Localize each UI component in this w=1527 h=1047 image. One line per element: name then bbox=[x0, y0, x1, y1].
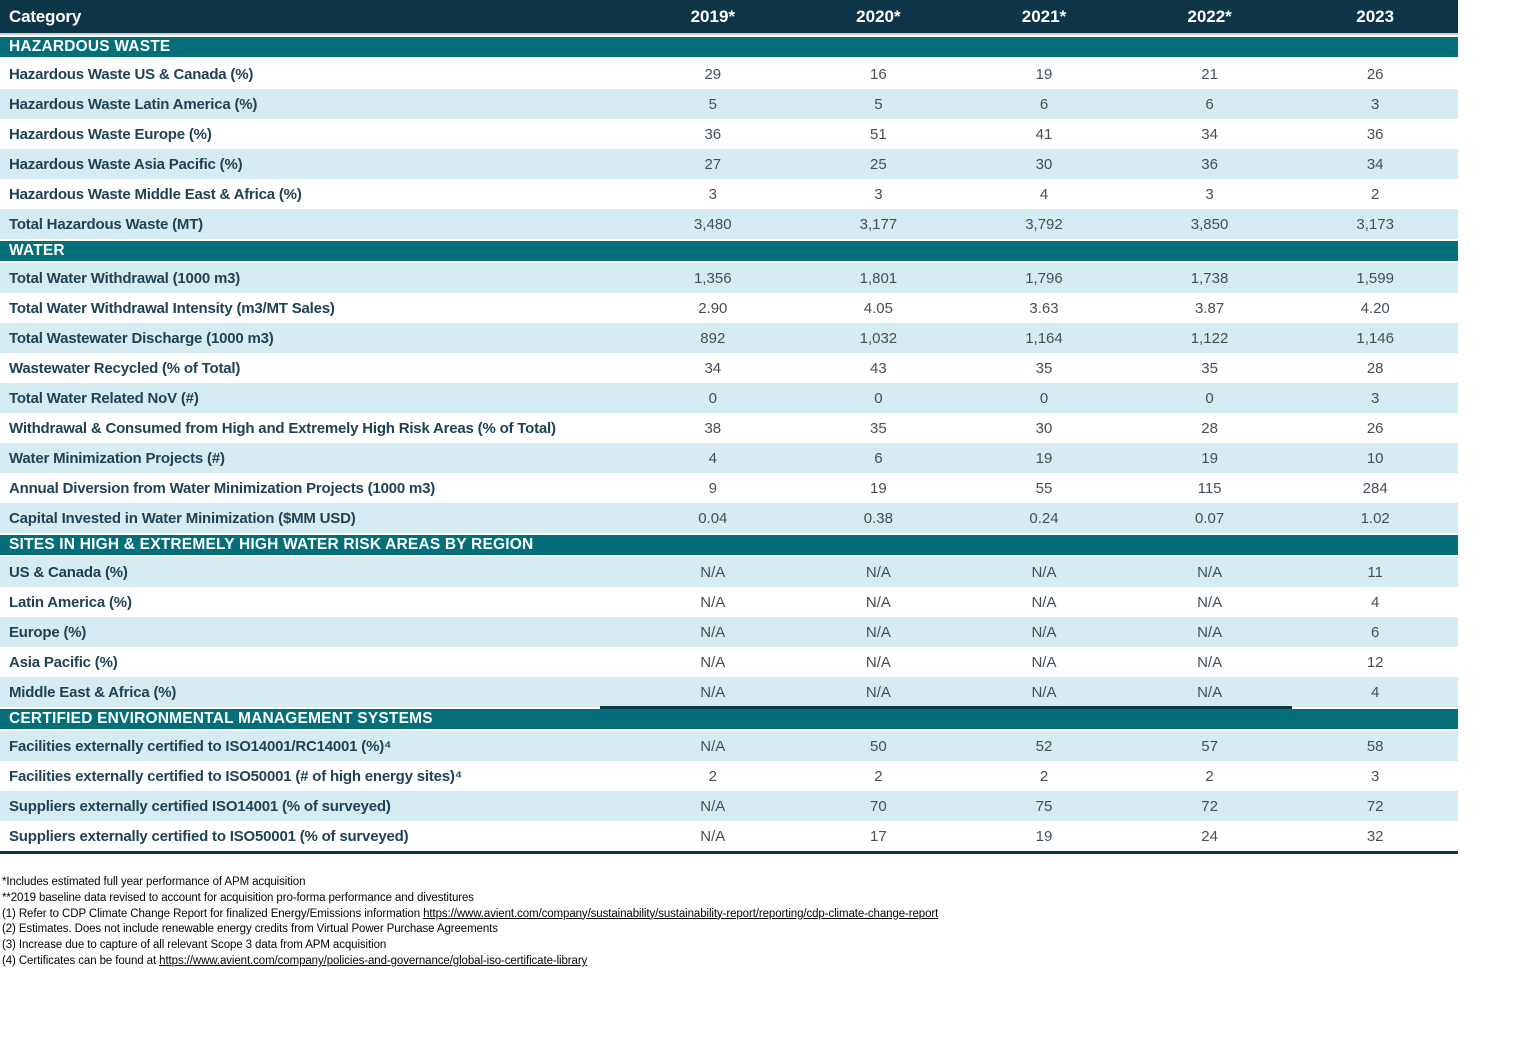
cell-value: N/A bbox=[1031, 593, 1057, 611]
row-label: Annual Diversion from Water Minimization Projects (1000 m3) bbox=[9, 479, 436, 497]
row-label: Total Water Related NoV (#) bbox=[9, 389, 199, 407]
cell-value: 35 bbox=[1035, 359, 1053, 377]
row-label: Hazardous Waste Latin America (%) bbox=[9, 95, 258, 113]
table-row bbox=[0, 677, 1458, 707]
cell-value: N/A bbox=[1197, 653, 1223, 671]
row-label: Hazardous Waste US & Canada (%) bbox=[9, 65, 254, 83]
table-row bbox=[0, 821, 1458, 851]
cell-value: N/A bbox=[1031, 563, 1057, 581]
cell-value: 3 bbox=[708, 185, 717, 203]
cell-value: 19 bbox=[1201, 449, 1218, 467]
row-label: Withdrawal & Consumed from High and Extremely High Risk Areas (% of Total) bbox=[9, 419, 556, 437]
cell-value: 57 bbox=[1201, 737, 1218, 755]
table-row bbox=[0, 293, 1458, 323]
row-label: Total Water Withdrawal Intensity (m3/MT Sales) bbox=[9, 299, 335, 317]
cell-value: 75 bbox=[1035, 797, 1053, 815]
row-label: US & Canada (%) bbox=[9, 563, 128, 581]
footnote-line bbox=[2, 954, 1527, 970]
cell-value: 4 bbox=[1371, 683, 1380, 701]
table-row bbox=[0, 119, 1458, 149]
cell-value: 6 bbox=[1205, 95, 1214, 113]
cell-value: N/A bbox=[700, 797, 726, 815]
table-body bbox=[0, 37, 1458, 851]
cell-value: 3 bbox=[874, 185, 883, 203]
cell-value: N/A bbox=[700, 683, 726, 701]
cell-value: 30 bbox=[1035, 155, 1053, 173]
cell-value: N/A bbox=[1197, 683, 1223, 701]
table-row bbox=[0, 413, 1458, 443]
cell-value: 3,177 bbox=[859, 215, 898, 233]
cell-value: N/A bbox=[700, 623, 726, 641]
footnote-text: *Includes estimated full year performance of APM acquisition bbox=[2, 876, 306, 888]
row-label: Facilities externally certified to ISO50001 (# of high energy sites)⁴ bbox=[9, 767, 462, 785]
cell-value: 58 bbox=[1366, 737, 1384, 755]
footnote-text: (3) Increase due to capture of all relevant Scope 3 data from APM acquisition bbox=[2, 939, 387, 952]
table-row bbox=[0, 443, 1458, 473]
row-label: Europe (%) bbox=[9, 623, 87, 641]
cell-value: N/A bbox=[700, 593, 726, 611]
cell-value: 0.07 bbox=[1194, 509, 1225, 527]
cell-value: 21 bbox=[1201, 65, 1218, 83]
cell-value: 50 bbox=[870, 737, 887, 755]
table-row bbox=[0, 791, 1458, 821]
row-label: Hazardous Waste Europe (%) bbox=[9, 125, 212, 143]
cell-value: 4 bbox=[1371, 593, 1380, 611]
cell-value: N/A bbox=[1197, 593, 1223, 611]
cell-value: 72 bbox=[1201, 797, 1218, 815]
row-label: Suppliers externally certified ISO14001 (% of surveyed) bbox=[9, 797, 391, 815]
cell-value: 51 bbox=[870, 125, 887, 143]
cell-value: 3,173 bbox=[1356, 215, 1394, 233]
column-header-2023: 2023 bbox=[1356, 6, 1395, 26]
cell-value: 3 bbox=[1371, 95, 1380, 113]
row-label: Hazardous Waste Asia Pacific (%) bbox=[9, 155, 243, 173]
cell-value: 4 bbox=[708, 449, 717, 467]
section-header: HAZARDOUS WASTE bbox=[0, 37, 1458, 57]
cell-value: 115 bbox=[1197, 479, 1222, 497]
cell-value: N/A bbox=[865, 683, 891, 701]
footnote-line bbox=[2, 891, 1527, 907]
cell-value: 6 bbox=[1371, 623, 1380, 641]
cell-value: 38 bbox=[704, 419, 722, 437]
cell-value: 36 bbox=[1366, 125, 1384, 143]
cell-value: 6 bbox=[1039, 95, 1049, 113]
cell-value: 0 bbox=[708, 389, 717, 407]
row-label: Middle East & Africa (%) bbox=[9, 683, 177, 701]
partial-row-border bbox=[600, 706, 1292, 709]
row-label: Hazardous Waste Middle East & Africa (%) bbox=[9, 185, 302, 203]
footnote-line bbox=[2, 922, 1527, 938]
cell-value: 16 bbox=[870, 65, 887, 83]
cell-value: 27 bbox=[704, 155, 722, 173]
table-row bbox=[0, 617, 1458, 647]
cell-value: N/A bbox=[1031, 623, 1057, 641]
table-bottom-border bbox=[0, 851, 1458, 854]
footnote-link[interactable]: https://www.avient.com/company/policies-and-governance/global-iso-certificate-library bbox=[159, 954, 588, 967]
footnotes bbox=[2, 875, 1527, 970]
table-row bbox=[0, 209, 1458, 239]
cell-value: N/A bbox=[700, 827, 726, 845]
footnote-line bbox=[2, 938, 1527, 954]
table-row bbox=[0, 179, 1458, 209]
cell-value: 3,792 bbox=[1025, 215, 1063, 233]
cell-value: 26 bbox=[1366, 419, 1384, 437]
cell-value: 25 bbox=[870, 155, 887, 173]
cell-value: 5 bbox=[708, 95, 717, 113]
table-row bbox=[0, 149, 1458, 179]
cell-value: 32 bbox=[1366, 827, 1384, 845]
cell-value: 3,850 bbox=[1190, 215, 1229, 233]
cell-value: 284 bbox=[1362, 479, 1388, 497]
cell-value: N/A bbox=[865, 653, 891, 671]
cell-value: 1,032 bbox=[859, 329, 898, 347]
cell-value: 0 bbox=[874, 389, 883, 407]
cell-value: 29 bbox=[704, 65, 722, 83]
cell-value: 4.05 bbox=[863, 299, 893, 317]
cell-value: 72 bbox=[1366, 797, 1384, 815]
cell-value: 43 bbox=[870, 359, 887, 377]
cell-value: 1,356 bbox=[694, 269, 732, 287]
section-header: SITES IN HIGH & EXTREMELY HIGH WATER RISK AREAS BY REGION bbox=[0, 535, 1458, 555]
footnote-text: **2019 baseline data revised to account for acquisition pro-forma performance and divestitures bbox=[2, 891, 474, 904]
cell-value: 3 bbox=[1371, 767, 1380, 785]
cell-value: 2 bbox=[874, 767, 883, 785]
cell-value: N/A bbox=[865, 563, 891, 581]
column-header-2021: 2021* bbox=[1021, 6, 1067, 26]
cell-value: 19 bbox=[1035, 65, 1053, 83]
table-row bbox=[0, 761, 1458, 791]
cell-value: 6 bbox=[874, 449, 883, 467]
row-label: Asia Pacific (%) bbox=[9, 653, 118, 671]
cell-value: 1,738 bbox=[1190, 269, 1229, 287]
cell-value: 52 bbox=[1035, 737, 1053, 755]
cell-value: 30 bbox=[1035, 419, 1053, 437]
cell-value: 34 bbox=[1201, 125, 1218, 143]
cell-value: 17 bbox=[870, 827, 887, 845]
section-header: WATER bbox=[0, 241, 1458, 261]
cell-value: 35 bbox=[1201, 359, 1218, 377]
cell-value: N/A bbox=[700, 737, 726, 755]
cell-value: 1.02 bbox=[1360, 509, 1390, 527]
column-header-2019: 2019* bbox=[690, 6, 736, 26]
footnote-line bbox=[2, 875, 1527, 891]
section-header: CERTIFIED ENVIRONMENTAL MANAGEMENT SYSTEMS bbox=[0, 709, 1458, 729]
cell-value: 3,480 bbox=[694, 215, 732, 233]
table-row bbox=[0, 383, 1458, 413]
cell-value: 3.87 bbox=[1194, 299, 1225, 317]
row-label: Total Hazardous Waste (MT) bbox=[9, 215, 203, 233]
cell-value: 4 bbox=[1039, 185, 1049, 203]
cell-value: 1,801 bbox=[859, 269, 898, 287]
cell-value: 19 bbox=[870, 479, 887, 497]
cell-value: 41 bbox=[1035, 125, 1053, 143]
cell-value: 70 bbox=[870, 797, 887, 815]
row-label: Total Water Withdrawal (1000 m3) bbox=[9, 269, 241, 287]
cell-value: 36 bbox=[704, 125, 722, 143]
cell-value: N/A bbox=[700, 563, 726, 581]
column-header-2020: 2020* bbox=[856, 6, 901, 26]
cell-value: 0 bbox=[1205, 389, 1214, 407]
cell-value: 34 bbox=[1366, 155, 1384, 173]
footnote-text: (1) Refer to CDP Climate Change Report for finalized Energy/Emissions information bbox=[2, 907, 424, 920]
cell-value: N/A bbox=[865, 593, 891, 611]
cell-value: 55 bbox=[1035, 479, 1053, 497]
cell-value: 0.24 bbox=[1029, 509, 1059, 527]
table-row bbox=[0, 587, 1458, 617]
column-header-2022: 2022* bbox=[1187, 6, 1232, 26]
cell-value: 0 bbox=[1039, 389, 1049, 407]
cell-value: 35 bbox=[870, 419, 887, 437]
cell-value: 10 bbox=[1366, 449, 1384, 467]
cell-value: 2 bbox=[1039, 767, 1049, 785]
cell-value: 3 bbox=[1371, 389, 1380, 407]
cell-value: 0.04 bbox=[698, 509, 728, 527]
cell-value: 5 bbox=[874, 95, 883, 113]
table-row bbox=[0, 89, 1458, 119]
row-label: Water Minimization Projects (#) bbox=[9, 449, 225, 467]
table-row bbox=[0, 473, 1458, 503]
row-label: Suppliers externally certified to ISO50001 (% of surveyed) bbox=[9, 827, 409, 845]
cell-value: 19 bbox=[1035, 827, 1053, 845]
cell-value: 3 bbox=[1205, 185, 1214, 203]
cell-value: 34 bbox=[704, 359, 722, 377]
cell-value: N/A bbox=[865, 623, 891, 641]
cell-value: N/A bbox=[1197, 563, 1223, 581]
table-row bbox=[0, 263, 1458, 293]
cell-value: 11 bbox=[1367, 563, 1383, 581]
cell-value: 28 bbox=[1366, 359, 1384, 377]
cell-value: 1,164 bbox=[1025, 329, 1063, 347]
footnote-text: (4) Certificates can be found at bbox=[2, 954, 160, 967]
table-row bbox=[0, 731, 1458, 761]
table-row bbox=[0, 647, 1458, 677]
cell-value: 0.38 bbox=[863, 509, 893, 527]
cell-value: N/A bbox=[700, 653, 726, 671]
cell-value: 36 bbox=[1201, 155, 1218, 173]
table-row bbox=[0, 323, 1458, 353]
footnote-line bbox=[2, 907, 1527, 923]
cell-value: 4.20 bbox=[1360, 299, 1390, 317]
cell-value: N/A bbox=[1197, 623, 1223, 641]
table-row bbox=[0, 59, 1458, 89]
row-label: Total Wastewater Discharge (1000 m3) bbox=[9, 329, 274, 347]
cell-value: 1,122 bbox=[1190, 329, 1229, 347]
cell-value: 2 bbox=[708, 767, 717, 785]
cell-value: N/A bbox=[1031, 683, 1057, 701]
cell-value: 892 bbox=[700, 329, 726, 347]
cell-value: N/A bbox=[1031, 653, 1057, 671]
cell-value: 1,599 bbox=[1356, 269, 1394, 287]
table-row bbox=[0, 353, 1458, 383]
table-row bbox=[0, 557, 1458, 587]
footnote-text: (2) Estimates. Does not include renewable energy credits from Virtual Power Purchase Agreements bbox=[2, 923, 498, 936]
cell-value: 9 bbox=[708, 479, 717, 497]
cell-value: 2 bbox=[1371, 185, 1380, 203]
row-label: Wastewater Recycled (% of Total) bbox=[9, 359, 241, 377]
cell-value: 19 bbox=[1035, 449, 1053, 467]
cell-value: 1,796 bbox=[1025, 269, 1063, 287]
cell-value: 28 bbox=[1201, 419, 1218, 437]
column-header-category: Category bbox=[9, 6, 82, 26]
table-row bbox=[0, 503, 1458, 533]
row-label: Capital Invested in Water Minimization ($MM USD) bbox=[9, 509, 356, 527]
cell-value: 2.90 bbox=[698, 299, 728, 317]
table-header-row bbox=[0, 0, 1458, 35]
cell-value: 1,146 bbox=[1356, 329, 1394, 347]
row-label: Facilities externally certified to ISO14001/RC14001 (%)⁴ bbox=[9, 737, 392, 755]
cell-value: 26 bbox=[1366, 65, 1384, 83]
row-label: Latin America (%) bbox=[9, 593, 132, 611]
cell-value: 2 bbox=[1205, 767, 1214, 785]
cell-value: 12 bbox=[1366, 653, 1384, 671]
cell-value: 24 bbox=[1201, 827, 1218, 845]
footnote-link[interactable]: https://www.avient.com/company/sustainability/sustainability-report/reporting/cdp-climate-change-report bbox=[423, 907, 939, 920]
cell-value: 3.63 bbox=[1029, 299, 1059, 317]
